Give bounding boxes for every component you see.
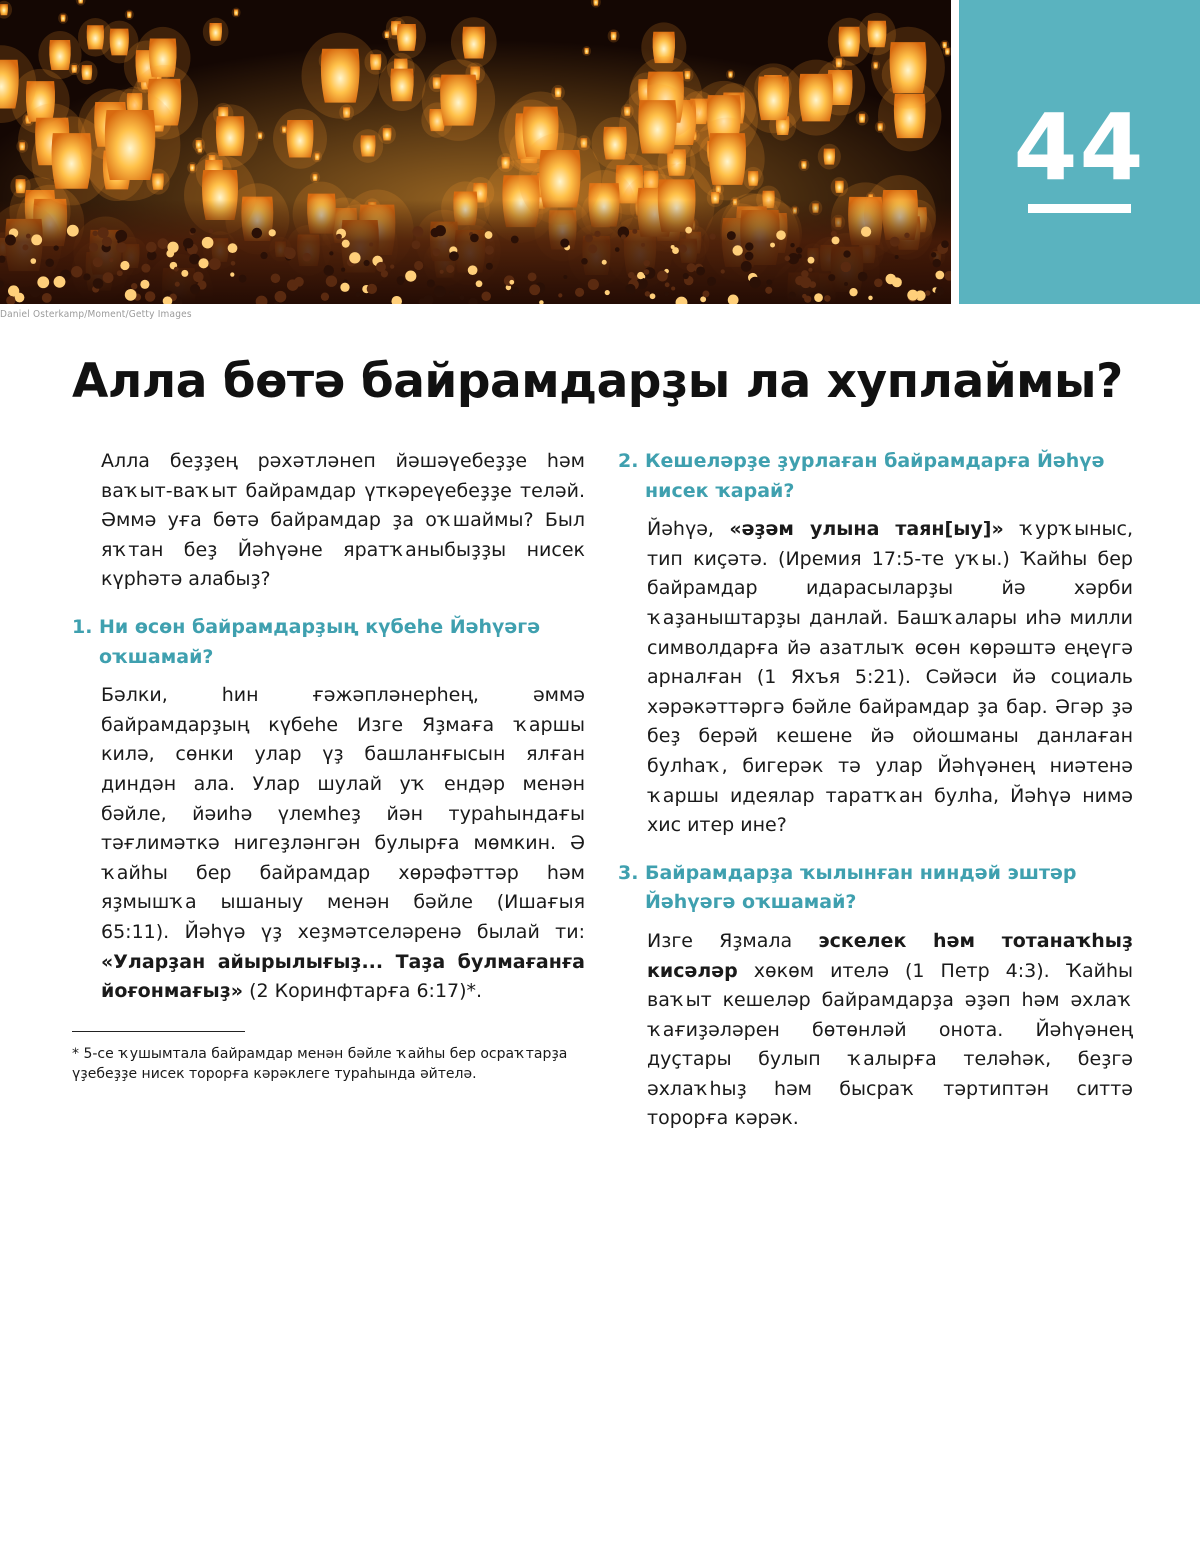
right-column <box>618 447 1133 1134</box>
crowd-figure <box>797 254 802 259</box>
crowd-figure <box>98 227 109 238</box>
crowd-figure <box>602 260 607 265</box>
crowd-figure <box>843 250 850 257</box>
crowd-figure <box>625 284 635 294</box>
crowd-figure <box>749 277 760 288</box>
crowd-figure <box>117 270 123 276</box>
crowd-figure <box>685 227 692 234</box>
section-3-heading <box>618 859 1133 918</box>
crowd-figure <box>93 257 103 267</box>
lantern <box>58 13 68 24</box>
crowd-figure <box>446 265 454 273</box>
crowd-figure <box>892 277 902 287</box>
crowd-figure <box>120 261 129 270</box>
footnote: * 5-се ҡушымтала байрамдар менән бәйле ҡайһы бер осраҡтарҙа үҙебеҙҙе нисек торорға кәрәклеге тураһында әйтелә. <box>72 1045 568 1082</box>
section-1-text: Бәлки, һин ғәжәпләнерһең, әммә байрамдарҙың күбеһе Изге Яҙмаға ҡаршы килә, сөнки улар үҙ башланғысын ялған диндән ала. Улар шулай уҡ ендәр менән бәйле, йәиһә үлемһеҙ йән тураһындағы тәғлимәткә нигеҙләнгән булырға мөмкин. Ә ҡайһы бер байрамдар хөрәфәттәр һәм яҙмышҡа ышаныу менән бәйле (Ишағыя 65:11). Йәһүә үҙ хеҙмәтселәренә былай ти: <box>101 684 585 943</box>
crowd-figure <box>801 270 809 278</box>
crowd-figure <box>745 242 753 250</box>
lantern <box>273 109 327 169</box>
crowd-figure <box>174 267 179 272</box>
lantern <box>310 172 320 183</box>
lantern <box>619 84 696 169</box>
crowd-figure <box>54 276 66 288</box>
crowd-figure <box>486 263 493 270</box>
crowd-figure <box>414 261 423 270</box>
section-3-text: Изге Яҙмала <box>647 929 819 952</box>
crowd-figure <box>481 292 490 301</box>
section-3-emphasis: эскелек һәм тотанаҡһыҙ кисәләр <box>647 929 1133 982</box>
photo-credit: Daniel Osterkamp/Moment/Getty Images <box>0 309 192 320</box>
crowd-figure <box>202 237 214 249</box>
crowd-figure <box>657 271 668 282</box>
crowd-figure <box>828 274 835 281</box>
crowd-figure <box>324 265 334 275</box>
crowd-figure <box>509 280 514 285</box>
crowd-figure <box>115 230 127 242</box>
crowd-figure <box>824 295 831 302</box>
left-column <box>72 447 585 1084</box>
crowd-figure <box>814 293 823 302</box>
crowd-figure <box>621 234 626 239</box>
crowd-figure <box>284 247 296 259</box>
crowd-figure <box>645 291 650 296</box>
crowd-figure <box>367 284 377 294</box>
crowd-figure <box>594 231 600 237</box>
crowd-figure <box>15 293 25 303</box>
section-3-number: 3. <box>618 861 639 884</box>
crowd-figure <box>275 291 287 303</box>
crowd-figure <box>269 229 276 236</box>
crowd-figure <box>588 244 597 253</box>
crowd-figure <box>67 225 79 237</box>
crowd-figure <box>858 272 868 282</box>
crowd-figure <box>895 255 899 259</box>
crowd-figure <box>342 240 350 248</box>
crowd-figure <box>30 286 41 297</box>
crowd-figure <box>31 234 42 245</box>
crowd-figure <box>933 259 941 267</box>
crowd-figure <box>904 233 909 238</box>
lantern <box>818 144 841 170</box>
lesson-number-panel <box>959 0 1200 304</box>
lantern <box>387 16 426 59</box>
crowd-figure <box>665 282 670 287</box>
crowd-figure <box>874 279 883 288</box>
crowd-figure <box>440 270 444 274</box>
lantern <box>125 10 134 20</box>
crowd-figure <box>231 261 236 266</box>
lantern <box>856 111 869 125</box>
crowd-figure <box>26 234 31 239</box>
crowd-figure <box>103 272 114 283</box>
crowd-figure <box>741 261 752 272</box>
section-3-title: Байрамдарҙа ҡылынған ниндәй эштәр Йәһүәгә оҡшамай? <box>645 861 1077 914</box>
crowd-figure <box>53 245 58 250</box>
crowd-figure <box>131 283 137 289</box>
crowd-figure <box>93 278 104 289</box>
section-1-title: Ни өсөн байрамдарҙың күбеһе Йәһүәгә оҡшамай? <box>99 615 541 668</box>
crowd-figure <box>683 273 689 279</box>
crowd-figure <box>800 277 811 288</box>
crowd-figure <box>560 239 569 248</box>
lantern <box>871 27 945 109</box>
crowd-figure <box>702 290 709 297</box>
crowd-figure <box>209 258 221 270</box>
lantern <box>422 59 495 141</box>
crowd-figure <box>449 291 454 296</box>
crowd-figure <box>765 287 772 294</box>
crowd-figure <box>808 268 812 272</box>
crowd-figure <box>632 229 637 234</box>
lantern <box>828 18 871 66</box>
crowd-figure <box>181 270 188 277</box>
crowd-figure <box>907 290 918 301</box>
lantern <box>582 46 591 56</box>
crowd-figure <box>412 226 423 237</box>
lantern <box>232 8 241 18</box>
crowd-figure <box>831 231 837 237</box>
lantern <box>798 159 809 171</box>
crowd-figure <box>190 284 200 294</box>
crowd-figure <box>931 252 936 257</box>
crowd-figure <box>432 248 440 256</box>
crowd-figure <box>294 277 304 287</box>
lanterns-illustration <box>0 0 951 304</box>
crowd-figure <box>727 231 736 240</box>
crowd-figure <box>615 247 620 252</box>
crowd-figure <box>588 279 599 290</box>
section-1-scripture-quote: «Уларҙан айырылығыҙ... Таҙа булмағанға йоғонмағыҙ» <box>101 950 585 1003</box>
intro-paragraph: Алла беҙҙең рәхәтләнеп йәшәүебеҙҙе һәм ваҡыт-ваҡыт байрамдар үткәреүебеҙҙе теләй. Әммә уға бөтә байрамдар ҙа оҡшаймы? Был яҡтан беҙ Йәһүәне яратҡаныбыҙҙы нисек күрһәтә алабыҙ? <box>101 450 585 591</box>
crowd-figure <box>709 233 715 239</box>
lantern <box>80 89 181 201</box>
crowd-figure <box>628 272 635 279</box>
crowd-figure <box>340 283 349 292</box>
crowd-figure <box>528 272 537 281</box>
crowd-figure <box>355 292 360 297</box>
crowd-figure <box>209 229 214 234</box>
crowd-figure <box>796 247 802 253</box>
crowd-figure <box>321 293 329 301</box>
crowd-figure <box>157 238 168 249</box>
crowd-figure <box>449 251 459 261</box>
crowd-figure <box>485 231 493 239</box>
lantern <box>203 18 229 47</box>
crowd-figure <box>512 287 519 294</box>
crowd-figure <box>671 245 675 249</box>
lantern <box>379 59 426 111</box>
crowd-figure <box>861 227 871 237</box>
crowd-figure <box>349 252 360 263</box>
crowd-figure <box>732 245 742 255</box>
crowd-figure <box>868 296 872 300</box>
crowd-figure <box>141 264 150 273</box>
crowd-figure <box>83 273 90 280</box>
crowd-figure <box>575 288 584 297</box>
crowd-figure <box>435 225 446 236</box>
section-2-body <box>618 515 1133 841</box>
crowd-figure <box>434 286 446 298</box>
crowd-figure <box>341 268 345 272</box>
crowd-figure <box>468 265 478 275</box>
crowd-figure <box>650 293 656 299</box>
crowd-figure <box>785 256 791 262</box>
crowd-figure <box>558 293 562 297</box>
crowd-figure <box>679 245 687 253</box>
crowd-figure <box>687 263 696 272</box>
crowd-figure <box>476 280 483 287</box>
crowd-figure <box>641 243 645 247</box>
crowd-figure <box>941 240 949 248</box>
crowd-figure <box>71 266 82 277</box>
crowd-figure <box>721 269 725 273</box>
crowd-figure <box>841 262 851 272</box>
crowd-figure <box>696 266 705 275</box>
crowd-figure <box>252 228 263 239</box>
crowd-figure <box>146 242 157 253</box>
crowd-figure <box>925 290 931 296</box>
crowd-figure <box>808 257 815 264</box>
crowd-figure <box>37 276 49 288</box>
hero-photo <box>0 0 951 304</box>
crowd-figure <box>109 258 113 262</box>
footnote-divider <box>72 1031 245 1032</box>
crowd-figure <box>89 243 98 252</box>
lantern <box>726 69 735 79</box>
crowd-figure <box>485 245 494 254</box>
crowd-figure <box>329 251 333 255</box>
crowd-figure <box>30 258 36 264</box>
crowd-figure <box>643 260 650 267</box>
section-2-scripture-quote: «әҙәм улына таян[ыу]» <box>729 518 1004 541</box>
crowd-figure <box>802 294 807 299</box>
crowd-figure <box>198 258 208 268</box>
crowd-figure <box>459 295 464 300</box>
crowd-figure <box>844 282 848 286</box>
crowd-figure <box>190 228 196 234</box>
crowd-figure <box>637 272 644 279</box>
lantern <box>782 60 850 136</box>
crowd-figure <box>166 250 174 258</box>
crowd-figure <box>260 252 267 259</box>
crowd-figure <box>664 292 669 297</box>
lantern <box>353 129 383 163</box>
crowd-figure <box>585 234 593 242</box>
crowd-figure <box>116 242 126 252</box>
section-2-text-end: ҡурҡыныс, тип киҫәтә. (Иремия 17:5-те уҡы.) Ҡайһы бер байрамдар идарасыларҙы йә хәрби ҡаҙаныштарҙы данлай. Башҡалары иһә милли символдарға йә азатлыҡ өсөн көрәштә еңеүгә арналған (1 Яхъя 5:21). Сәйәси йә социаль хәрәкәттәргә бәйле байрамдар ҙа бар. Әгәр ҙә беҙ берәй кешене йә ойошманы данлаған булһаҡ, бигерәк тә улар Йәһүәнең ниәтенә ҡаршы идеялар таратҡан булһа, Йәһүә нимә хис итер ине? <box>647 518 1133 837</box>
crowd-figure <box>581 258 588 265</box>
crowd-figure <box>529 284 540 295</box>
crowd-figure <box>45 258 54 267</box>
crowd-figure <box>239 275 247 283</box>
crowd-figure <box>405 271 416 282</box>
lantern <box>302 33 379 119</box>
crowd-figure <box>329 276 334 281</box>
crowd-figure <box>511 236 519 244</box>
crowd-figure <box>397 276 405 284</box>
crowd-figure <box>832 236 840 244</box>
crowd-figure <box>790 243 794 247</box>
crowd-figure <box>364 260 370 266</box>
crowd-figure <box>271 274 281 284</box>
crowd-figure <box>175 282 180 287</box>
crowd-figure <box>42 293 52 303</box>
page-title: Алла бөтә байрамдарҙы ла хуплаймы? <box>72 354 1123 409</box>
lesson-number-underline <box>1028 204 1131 213</box>
section-1-body <box>72 681 585 1007</box>
crowd-figure <box>102 237 112 247</box>
crowd-figure <box>228 243 238 253</box>
crowd-figure <box>145 291 156 302</box>
crowd-figure <box>336 234 342 240</box>
crowd-figure <box>125 289 137 301</box>
crowd-figure <box>193 272 204 283</box>
crowd-figure <box>470 234 479 243</box>
lesson-number: 44 <box>1013 94 1146 201</box>
crowd-figure <box>303 253 312 262</box>
crowd-figure <box>766 279 772 285</box>
crowd-figure <box>671 286 675 290</box>
crowd-figure <box>849 288 857 296</box>
section-2-text: Йәһүә, <box>647 518 730 541</box>
crowd-figure <box>230 272 234 276</box>
crowd-figure <box>708 280 713 285</box>
section-2-number: 2. <box>618 450 639 472</box>
crowd-figure <box>427 279 435 287</box>
section-1-number: 1. <box>72 615 93 638</box>
section-2-title: Кешеләрҙе ҙурлаған байрамдарға Йәһүә нисек ҡарай? <box>645 450 1105 502</box>
crowd-figure <box>140 280 149 289</box>
crowd-figure <box>745 252 754 261</box>
crowd-figure <box>92 231 97 236</box>
crowd-figure <box>189 254 200 265</box>
crowd-figure <box>938 291 942 295</box>
crowd-figure <box>770 243 775 248</box>
section-2-heading <box>618 447 1133 506</box>
section-3-body <box>618 927 1133 1134</box>
crowd-figure <box>22 244 28 250</box>
crowd-figure <box>412 240 421 249</box>
crowd-figure <box>183 238 194 249</box>
crowd-figure <box>776 230 786 240</box>
crowd-figure <box>890 237 900 247</box>
crowd-figure <box>376 262 386 272</box>
crowd-figure <box>644 269 650 275</box>
section-3-text-end: хөкөм ителә (1 Петр 4:3). Ҡайһы ваҡыт кешеләр байрамдарҙа әҙәп һәм әхлаҡ ҡағиҙәләрен бөтөнләй онота. Йәһүәнең дуҫтары булып ҡалырға теләһәк, беҙгә әхлаҡһыҙ һәм бысраҡ тәртиптән ситтә торорға кәрәк. <box>647 959 1133 1130</box>
section-1-text-end: (2 Коринфтарға 6:17)*. <box>243 980 483 1003</box>
section-1-heading <box>72 613 585 672</box>
crowd-figure <box>935 271 944 280</box>
crowd-figure <box>5 234 16 245</box>
crowd-figure <box>369 242 373 246</box>
crowd-figure <box>563 275 567 279</box>
crowd-figure <box>605 290 610 295</box>
crowd-figure <box>789 292 796 299</box>
crowd-figure <box>390 264 394 268</box>
lantern <box>608 29 620 42</box>
